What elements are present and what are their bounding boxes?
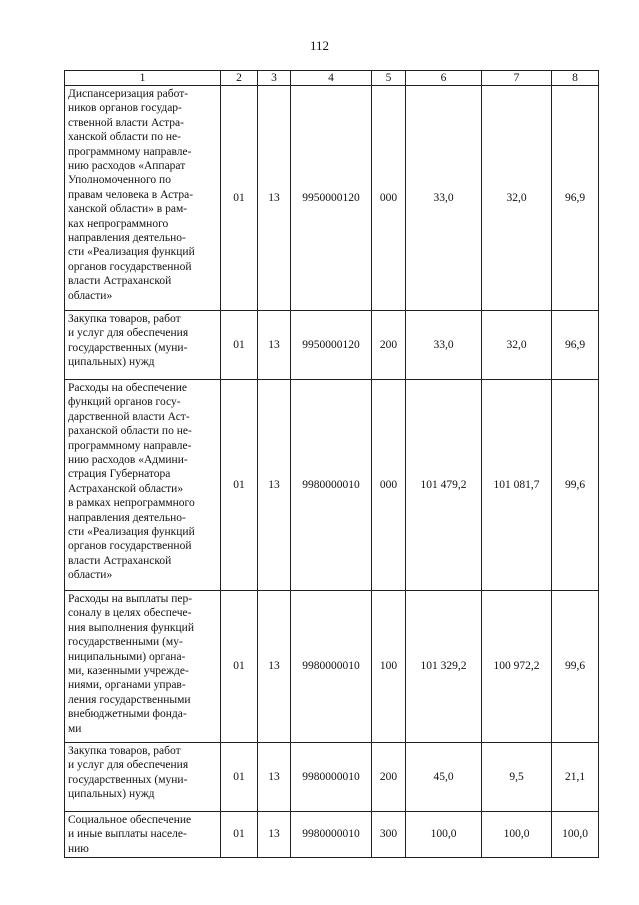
expense-type-code: 200 — [372, 311, 406, 380]
expense-type-code: 000 — [372, 86, 406, 311]
execution-percent: 99,6 — [552, 380, 599, 591]
subsection-code: 13 — [258, 86, 291, 311]
table-row — [65, 591, 599, 743]
table-row — [65, 311, 599, 380]
column-header: 5 — [372, 71, 406, 86]
executed-amount: 100 972,2 — [482, 591, 552, 743]
section-code: 01 — [221, 812, 258, 858]
planned-amount: 33,0 — [406, 86, 482, 311]
subsection-code: 13 — [258, 380, 291, 591]
section-code: 01 — [221, 591, 258, 743]
planned-amount: 100,0 — [406, 812, 482, 858]
subsection-code: 13 — [258, 311, 291, 380]
row-description: Закупка товаров, работ и услуг для обеспечения государственных (муни- ципальных) нужд — [65, 743, 221, 812]
expense-type-code: 000 — [372, 380, 406, 591]
planned-amount: 101 479,2 — [406, 380, 482, 591]
table-row — [65, 743, 599, 812]
target-article-code: 9950000120 — [291, 86, 372, 311]
execution-percent: 96,9 — [552, 86, 599, 311]
row-description: Расходы на выплаты пер- соналу в целях обеспече- ния выполнения функций государственными (му- ниципальными) органа- ми, казенными учрежде- ниями, органами управ- ления государственными внебюджетными фонда- ми — [65, 591, 221, 743]
expense-type-code: 300 — [372, 812, 406, 858]
column-header: 7 — [482, 71, 552, 86]
table-row — [65, 86, 599, 311]
column-header: 8 — [552, 71, 599, 86]
column-number-row — [65, 71, 599, 86]
expense-type-code: 200 — [372, 743, 406, 812]
executed-amount: 101 081,7 — [482, 380, 552, 591]
subsection-code: 13 — [258, 743, 291, 812]
column-header: 1 — [65, 71, 221, 86]
execution-percent: 99,6 — [552, 591, 599, 743]
executed-amount: 9,5 — [482, 743, 552, 812]
executed-amount: 32,0 — [482, 86, 552, 311]
row-description: Социальное обеспечение и иные выплаты населе- нию — [65, 812, 221, 858]
expense-type-code: 100 — [372, 591, 406, 743]
row-description: Диспансеризация работ- ников органов государ- ственной власти Астра- ханской области по не- программному направле- нию расходов «Аппарат Уполномоченного по правам человека в Астра- ханской области» в рам- ках непрограммного направления деятельно- сти «Реализация функций органов государственной власти Астраханской области» — [65, 86, 221, 311]
execution-percent: 100,0 — [552, 812, 599, 858]
table-row — [65, 812, 599, 858]
subsection-code: 13 — [258, 591, 291, 743]
table-row — [65, 380, 599, 591]
planned-amount: 45,0 — [406, 743, 482, 812]
execution-percent: 21,1 — [552, 743, 599, 812]
target-article-code: 9980000010 — [291, 743, 372, 812]
executed-amount: 32,0 — [482, 311, 552, 380]
section-code: 01 — [221, 311, 258, 380]
column-header: 4 — [291, 71, 372, 86]
column-header: 3 — [258, 71, 291, 86]
target-article-code: 9980000010 — [291, 380, 372, 591]
column-header: 2 — [221, 71, 258, 86]
target-article-code: 9980000010 — [291, 812, 372, 858]
budget-table — [64, 70, 599, 858]
row-description: Расходы на обеспечение функций органов госу- дарственной власти Аст- раханской области по не- программному направле- нию расходов «Админи- страция Губернатора Астраханской области» в рамках непрограммного направления деятельно- сти «Реализация функций органов государственной власти Астраханской области» — [65, 380, 221, 591]
planned-amount: 101 329,2 — [406, 591, 482, 743]
executed-amount: 100,0 — [482, 812, 552, 858]
subsection-code: 13 — [258, 812, 291, 858]
page-number: 112 — [309, 38, 330, 53]
section-code: 01 — [221, 743, 258, 812]
column-header: 6 — [406, 71, 482, 86]
row-description: Закупка товаров, работ и услуг для обеспечения государственных (муни- ципальных) нужд — [65, 311, 221, 380]
target-article-code: 9950000120 — [291, 311, 372, 380]
execution-percent: 96,9 — [552, 311, 599, 380]
section-code: 01 — [221, 380, 258, 591]
planned-amount: 33,0 — [406, 311, 482, 380]
section-code: 01 — [221, 86, 258, 311]
target-article-code: 9980000010 — [291, 591, 372, 743]
